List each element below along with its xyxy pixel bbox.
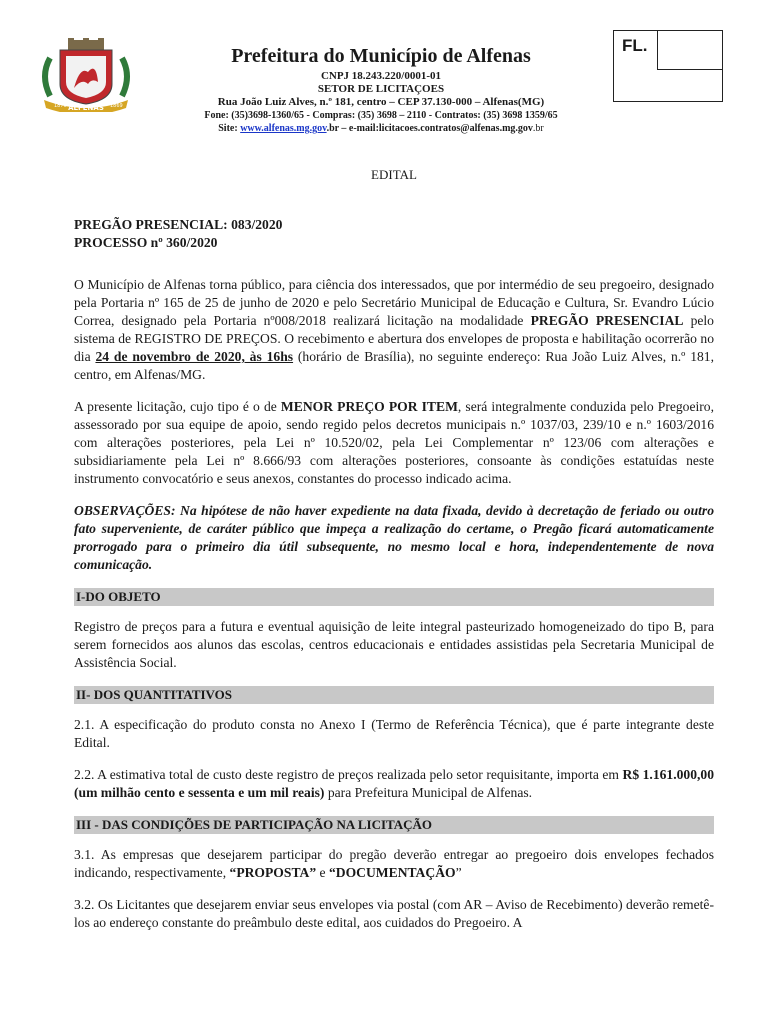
intro-paragraph: O Município de Alfenas torna público, para ciência dos interessados, que por intermédio de seu pregoeiro, designado pela Portaria nº 165 de 25 de junho de 2020 e pelo Secretário Municipal de Educação e Cultura, Sr. Evandro Lúcio Correa, designado pela Portaria nº008/2018 realizará licitação na modalidade PREGÃO PRESENCIAL pelo sistema de REGISTRO DE PREÇOS. O recebimento e abertura dos envelopes de proposta e habilitação ocorrerão no dia 24 de novembro de 2020, às 16hs (horário de Brasília), no seguinte endereço: Rua João Luiz Alves, n.º 181, centro, em Alfenas/MG.	[74, 277, 714, 382]
setor-line: SETOR DE LICITAÇOES	[317, 83, 445, 95]
tipo-paragraph: A presente licitação, cujo tipo é o de MENOR PREÇO POR ITEM, será integralmente conduzida pelo Pregoeiro, assessorado por sua equipe de apoio, sendo regido pelos decretos municipais n.º 1037/03, 239/10 e n.º 1603/2016 com alterações posteriores, pela Lei nº 10.520/02, pela Lei Complementar nº 123/06 com alterações e subsidiariamente pela Lei nº 8.666/93 com alterações posteriores, consoante às condições estatuídas neste instrumento convocatório e seus anexos, constantes do processo indicado acima.	[74, 399, 715, 486]
section-quantitativos-heading: II- DOS QUANTITATIVOS	[74, 686, 714, 704]
municipal-crest-logo	[36, 38, 136, 112]
svg-text:1870: 1870	[54, 103, 67, 109]
observacoes-paragraph: OBSERVAÇÕES: Na hipótese de não haver expediente na data fixada, devido à decretação de feriado ou outro fato superveniente, de caráter público que impeça a realização do certame, o Pregão ficará automaticamente prorrogado para o primeiro dia útil subsequente, no mesmo local e hora, independentemente de nova comunicação.	[74, 503, 714, 572]
processo-number: PROCESSO nº 360/2020	[74, 235, 218, 250]
folha-number-box	[613, 30, 723, 102]
fl-number-cell	[657, 31, 723, 70]
item-3-2: 3.2. Os Licitantes que desejarem enviar seus envelopes via postal (com AR – Aviso de Recebimento) deverão remetê-los ao endereço constante do preâmbulo deste edital, aos cuidados do Pregoeiro. A	[74, 897, 714, 930]
pregao-number: PREGÃO PRESENCIAL: 083/2020	[74, 217, 283, 232]
address-line: Rua João Luiz Alves, n.º 181, centro – CEP 37.130-000 – Alfenas(MG)	[217, 96, 545, 108]
section-objeto-heading: I-DO OBJETO	[74, 588, 714, 606]
letterhead	[150, 44, 612, 135]
opening-date: 24 de novembro de 2020, às 16hs	[95, 349, 294, 364]
fl-label: FL.	[622, 36, 648, 55]
cnpj-line: CNPJ 18.243.220/0001-01	[320, 70, 442, 82]
edital-heading: EDITAL	[371, 167, 417, 182]
item-2-1: 2.1. A especificação do produto consta no Anexo I (Termo de Referência Técnica), que é parte integrante deste Edital.	[74, 717, 714, 750]
svg-text:1869: 1869	[110, 103, 123, 109]
section-participacao-heading: III - DAS CONDIÇÕES DE PARTICIPAÇÃO NA LICITAÇÃO	[74, 816, 714, 834]
document-body	[74, 166, 714, 946]
site-link[interactable]: www.alfenas.mg.gov	[240, 123, 327, 134]
process-info	[74, 216, 714, 252]
phones-line: Fone: (35)3698-1360/65 - Compras: (35) 3698 – 2110 - Contratos: (35) 3698 1359/65	[204, 110, 558, 121]
crest-icon	[36, 38, 136, 112]
section-objeto-text: Registro de preços para a futura e eventual aquisição de leite integral pasteurizado homogeneizado do tipo B, para serem fornecidos aos alunos das escolas, centros educacionais e entidades assistidas pela Secretaria Municipal de Assistência Social.	[74, 619, 714, 670]
page-title: Prefeitura do Município de Alfenas	[231, 45, 531, 67]
item-3-1: 3.1. As empresas que desejarem participar do pregão deverão entregar ao pregoeiro dois envelopes fechados indicando, respectivamente, “PROPOSTA” e “DOCUMENTAÇÃO”	[74, 847, 714, 880]
site-tail: .br	[532, 123, 544, 134]
site-line: Site: www.alfenas.mg.gov.br – e-mail:licitacoes.contratos@alfenas.mg.gov.br	[218, 123, 544, 134]
item-2-2: 2.2. A estimativa total de custo deste registro de preços realizada pelo setor requisitante, importa em R$ 1.161.000,00 (um milhão cento e sessenta e um mil reais) para Prefeitura Municipal de Alfenas.	[74, 767, 714, 800]
svg-text:ALFENAS: ALFENAS	[68, 104, 104, 112]
